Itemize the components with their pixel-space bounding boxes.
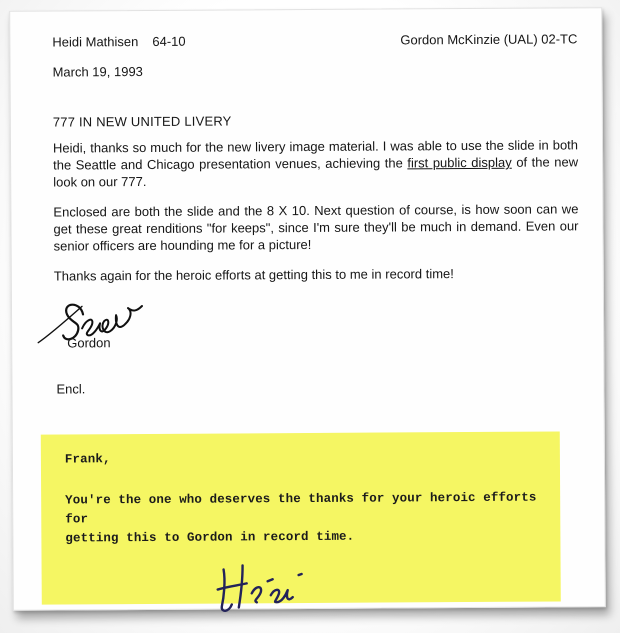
memo-header — [52, 30, 577, 50]
paragraph-1-underlined-phrase: first public display — [407, 154, 512, 171]
sticky-note — [41, 431, 561, 604]
memo-subject: 777 IN NEW UNITED LIVERY — [52, 113, 232, 130]
typed-signature: Gordon — [67, 335, 111, 351]
heidi-signature-icon — [216, 559, 326, 614]
paragraph-2: Enclosed are both the slide and the 8 X 10. Next question of course, is how soon can we get these great renditions "for keeps", since I'm sure they'll be much in demand. Even our senior officers are hounding me for a picture! — [53, 201, 579, 254]
note-body-line-1: You're the one who deserves the thanks for your heroic efforts for — [65, 490, 537, 527]
memo-from-line — [52, 33, 185, 51]
from-mailcode: 64-10 — [152, 33, 186, 49]
letter-page — [9, 7, 606, 611]
paragraph-3: Thanks again for the heroic efforts at getting this to me in record time! — [53, 266, 454, 284]
paragraph-1-post: of the new look on our 777. — [53, 154, 579, 190]
memo-date: March 19, 1993 — [52, 64, 143, 80]
memo-recipient-line: Gordon McKinzie (UAL) 02-TC — [400, 31, 578, 48]
note-body-line-2: getting this to Gordon in record time. — [65, 529, 355, 546]
paragraph-1 — [53, 136, 578, 190]
note-body — [65, 489, 550, 549]
enclosure-notation: Encl. — [56, 381, 86, 397]
from-name: Heidi Mathisen — [52, 34, 139, 50]
heidi-handwritten-signature — [216, 558, 551, 614]
paragraph-1-pre: Heidi, thanks so much for the new livery image material. I was able to use the slide in both the Seattle and Chicago presentation venues, achieving the — [52, 137, 579, 173]
note-greeting: Frank, — [64, 452, 111, 467]
